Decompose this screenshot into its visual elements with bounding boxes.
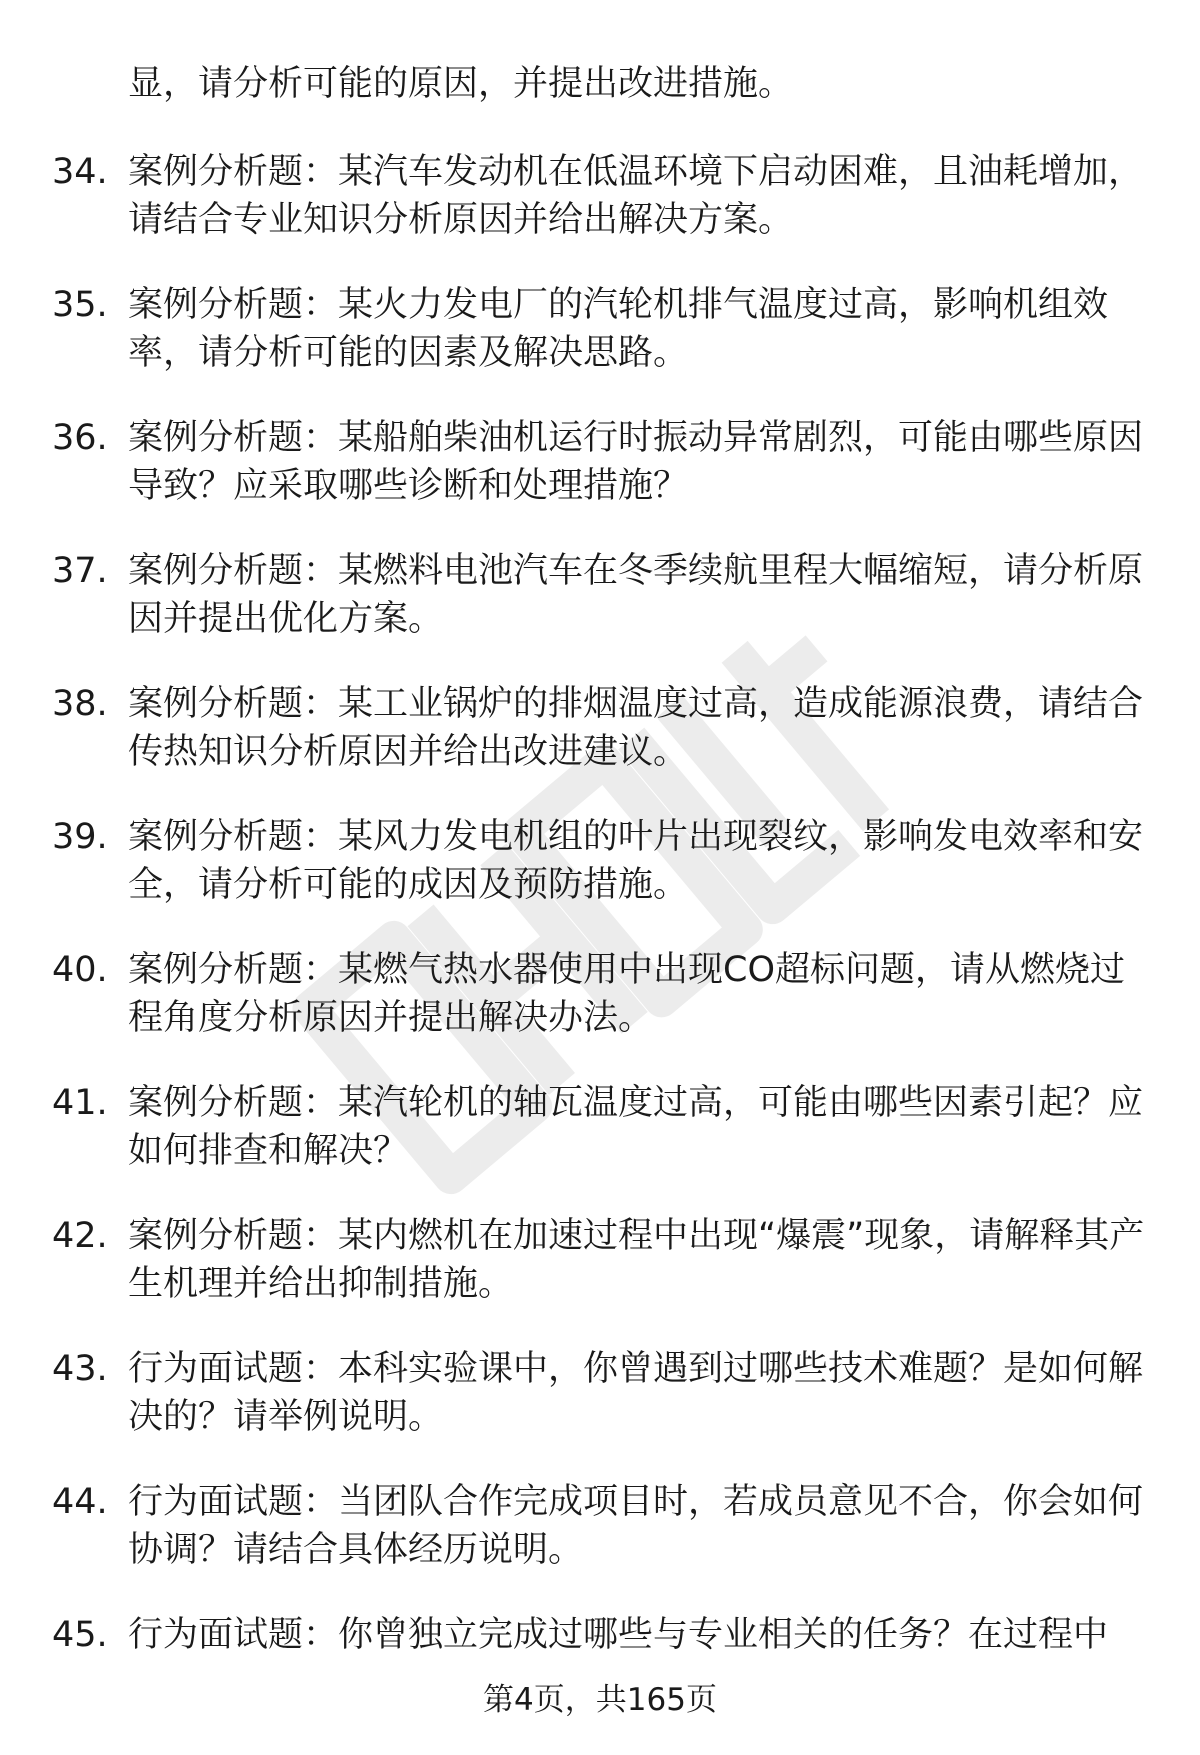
question-text: 行为面试题：本科实验课中，你曾遇到过哪些技术难题？是如何解决的？请举例说明。 — [128, 1349, 1144, 1437]
question-text: 案例分析题：某汽车发动机在低温环境下启动困难，且油耗增加，请结合专业知识分析原因并给出解决方案。 — [128, 152, 1144, 240]
question-number: 43. — [52, 1349, 108, 1389]
question-text: 行为面试题：你曾独立完成过哪些与专业相关的任务？在过程中 — [128, 1615, 1109, 1655]
question-item — [0, 281, 1200, 414]
question-item — [0, 1079, 1200, 1212]
question-text: 案例分析题：某内燃机在加速过程中出现“爆震”现象，请解释其产生机理并给出抑制措施。 — [128, 1216, 1145, 1304]
question-item — [0, 148, 1200, 281]
question-number: 35. — [52, 285, 108, 325]
question-number: 37. — [52, 551, 108, 591]
continuation-text: 显，请分析可能的原因，并提出改进措施。 — [128, 64, 794, 104]
question-number: 36. — [52, 418, 108, 458]
question-item — [0, 1345, 1200, 1478]
question-number: 34. — [52, 152, 108, 192]
question-text: 案例分析题：某燃料电池汽车在冬季续航里程大幅缩短，请分析原因并提出优化方案。 — [128, 551, 1144, 639]
question-text: 案例分析题：某船舶柴油机运行时振动异常剧烈，可能由哪些原因导致？应采取哪些诊断和处理措施？ — [128, 418, 1144, 506]
question-number: 38. — [52, 684, 108, 724]
question-number: 44. — [52, 1482, 108, 1522]
question-number: 39. — [52, 817, 108, 857]
question-number: 40. — [52, 950, 108, 990]
question-number: 42. — [52, 1216, 108, 1256]
question-list — [0, 148, 1200, 1744]
question-text: 案例分析题：某燃气热水器使用中出现CO超标问题，请从燃烧过程角度分析原因并提出解决办法。 — [128, 950, 1125, 1038]
question-item — [0, 547, 1200, 680]
question-text: 案例分析题：某风力发电机组的叶片出现裂纹，影响发电效率和安全，请分析可能的成因及预防措施。 — [128, 817, 1144, 905]
question-number: 45. — [52, 1615, 108, 1655]
question-item — [0, 1212, 1200, 1345]
question-text: 行为面试题：当团队合作完成项目时，若成员意见不合，你会如何协调？请结合具体经历说明。 — [128, 1482, 1144, 1570]
question-text: 案例分析题：某火力发电厂的汽轮机排气温度过高，影响机组效率，请分析可能的因素及解决思路。 — [128, 285, 1109, 373]
question-item — [0, 813, 1200, 946]
question-item — [0, 680, 1200, 813]
page-footer: 第4页，共165页 — [483, 1682, 717, 1718]
question-item — [0, 1478, 1200, 1611]
question-text: 案例分析题：某工业锅炉的排烟温度过高，造成能源浪费，请结合传热知识分析原因并给出改进建议。 — [128, 684, 1144, 772]
question-number: 41. — [52, 1083, 108, 1123]
question-text: 案例分析题：某汽轮机的轴瓦温度过高，可能由哪些因素引起？应如何排查和解决？ — [128, 1083, 1144, 1171]
question-item — [0, 1611, 1200, 1744]
question-item — [0, 414, 1200, 547]
question-item — [0, 946, 1200, 1079]
